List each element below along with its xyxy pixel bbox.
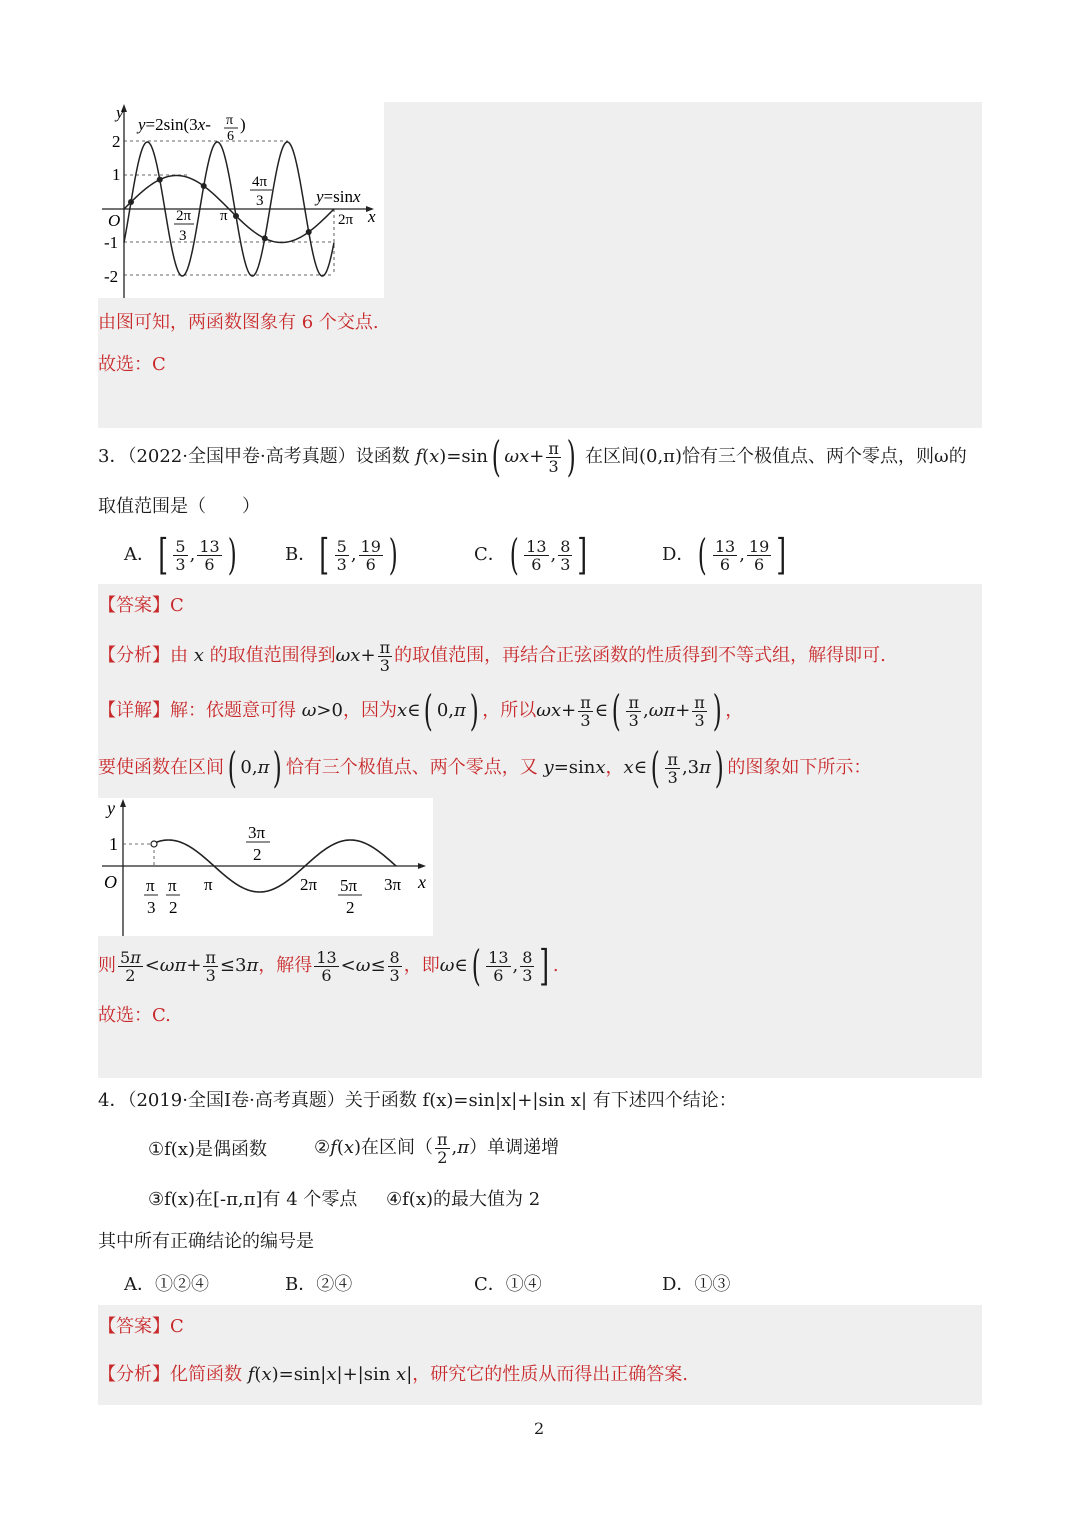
detail-label: 【详解】 [98,700,170,721]
curve1-six: 6 [227,129,234,144]
problem4-statement3: ③f(x)在[-π,π]有 4 个零点 [148,1189,358,1210]
problem3-option-b: B．[ $\frac{5}{3}$ , $\frac{19}{6}$ ) [285,530,398,579]
tick-2pi: 2π [300,875,318,894]
tick-pi: π [220,208,228,224]
tick-3pi: 3π [384,875,402,894]
tick-3pi2-den: 2 [253,845,262,864]
problem3-stem-line2: 取值范围是（ ） [98,496,260,517]
problem3-prefix: 3．（2022·全国甲卷·高考真题）设函数 [98,446,410,467]
tick-2: 2 [112,132,121,151]
problem4-stem: 4．（2019·全国Ⅰ卷·高考真题）关于函数 f(x)=sin|x|+|sin x| 有下述四个结论： [98,1090,737,1111]
axis-x-label: x [418,872,426,892]
option-d-value: ①③ [694,1274,731,1295]
answer-label: 【答案】 [98,595,170,616]
analysis-label: 【分析】 [98,1364,170,1385]
problem2-answer-choice: 故选：C [98,354,166,375]
intersection-point [128,199,134,205]
problem2-conclusion: 由图可知，两函数图象有 6 个交点. [98,312,379,333]
tick-2pi3-den: 3 [179,228,187,244]
curve2-label: y=sinx [316,187,361,206]
tick-pi: π [204,875,213,894]
analysis-label: 【分析】 [98,645,170,666]
problem3-function: f [415,446,423,467]
intersection-point [157,177,163,183]
option-a-letter: A． [124,1274,155,1295]
tick-1: 1 [112,165,121,184]
open-endpoint [151,841,157,847]
intersection-point [201,183,207,189]
problem4-question: 其中所有正确结论的编号是 [98,1231,314,1252]
problem4-option-a [124,1272,209,1298]
problem2-graph [98,102,384,298]
problem4-option-d [662,1272,730,1298]
tick-2pi: 2π [338,212,354,228]
option-a-letter: A． [124,544,155,565]
tick-minus2: -2 [104,267,119,286]
origin-label: O [104,872,117,892]
tick-5pi2-num: 5π [340,876,358,895]
tick-2pi3-num: 2π [176,208,192,224]
problem3-option-d: D．( $\frac{13}{6}$ , $\frac{19}{6}$ ] [662,530,787,579]
tick-pi3-den: 3 [147,898,156,917]
option-d-letter: D． [662,544,695,565]
answer-label: 【答案】 [98,1316,170,1337]
problem3-answer [98,593,184,619]
problem3-choice: 故选：C. [98,1005,171,1026]
tick-pi3-num: π [146,876,155,895]
problem3-detail-line2: 要使函数在区间( 0,π) 恰有三个极值点、两个零点，又 y=sinx，x∈( $\frac{\pi}{3}$ ,3π) 的图象如下所示： [98,743,872,792]
curve1-pi: π [226,113,234,128]
problem3-graph-svg [98,798,433,936]
option-b-letter: B． [285,544,317,565]
problem3-result: 则 $\frac{5\pi}{2}$ <ωπ+ $\frac{\pi}{3}$ ≤3π，解得 $\frac{13}{6}$ <ω≤ $\frac{8}{3}$ ，即ω∈( $\frac{13}{6}$ , $\frac{8}{3}$ ] . [98,941,559,990]
option-a-value: ①②④ [155,1274,209,1295]
problem4-analysis: 【分析】化简函数 f(x)=sin|x|+|sin x|，研究它的性质从而得出正确答案. [98,1364,689,1385]
problem3-stem-line1: 3．（2022·全国甲卷·高考真题）设函数 f(x)=sin( ωx+ $\frac{\pi}{3}$ ) 在区间(0,π)恰有三个极值点、两个零点，则ω的 [98,432,967,481]
tick-1: 1 [109,834,118,854]
tick-3pi2-num: 3π [248,823,266,842]
problem4-statement2: ②f(x)在区间（ $\frac{\pi}{2}$ ,π）单调递增 [314,1129,560,1167]
answer-value: C [170,595,184,616]
problem4-option-c [474,1272,542,1298]
option-c-letter: C． [474,1274,506,1295]
origin-label: O [108,211,121,230]
problem4-statement1: ①f(x)是偶函数 [148,1139,267,1160]
problem4-answer [98,1314,184,1340]
intersection-point [233,213,239,219]
option-d-letter: D． [662,1274,695,1295]
axis-x-label: x [368,207,376,226]
intersection-point [306,229,312,235]
axis-y-label: y [116,103,124,122]
problem4-option-b [285,1272,352,1298]
problem3-analysis: 【分析】由 x 的取值范围得到ωx+ $\frac{\pi}{3}$ 的取值范围，再结合正弦函数的性质得到不等式组，解得即可. [98,637,886,675]
option-b-letter: B． [285,1274,317,1295]
problem3-suffix: 恰有三个极值点、两个零点，则ω的 [682,446,967,467]
problem4-statement4: ④f(x)的最大值为 2 [386,1189,541,1210]
problem3-detail-line1: 【详解】解：依题意可得 ω>0，因为x∈( 0,π) ，所以ωx+ $\frac{\pi}{3}$ ∈( $\frac{\pi}{3}$ ,ωπ+ $\frac{\pi}{3}$ ) ， [98,686,744,735]
answer-value: C [170,1316,184,1337]
axis-y-label: y [107,798,115,818]
problem2-graph-svg [98,102,384,298]
problem3-option-a: A．[ $\frac{5}{3}$ , $\frac{13}{6}$ ) [124,530,237,579]
option-b-value: ②④ [316,1274,353,1295]
problem3-option-c: C．( $\frac{13}{6}$ , $\frac{8}{3}$ ] [474,530,588,579]
problem3-interval: (0,π) [638,446,683,467]
tick-4pi3-den: 3 [256,193,264,209]
tick-5pi2-den: 2 [346,898,355,917]
tick-pi2-num: π [168,876,177,895]
problem3-middle: 在区间 [584,446,639,467]
problem3-graph [98,798,433,936]
intersection-point [262,235,268,241]
option-c-value: ①④ [505,1274,542,1295]
curve1-close: ) [240,115,246,134]
tick-minus1: -1 [104,233,119,252]
curve1-label: y=2sin(3x- [138,115,211,134]
tick-4pi3-num: 4π [252,174,268,190]
problem4-solution-box [98,1305,982,1405]
tick-pi2-den: 2 [169,898,178,917]
page-number: 2 [534,1419,545,1438]
option-c-letter: C． [474,544,506,565]
